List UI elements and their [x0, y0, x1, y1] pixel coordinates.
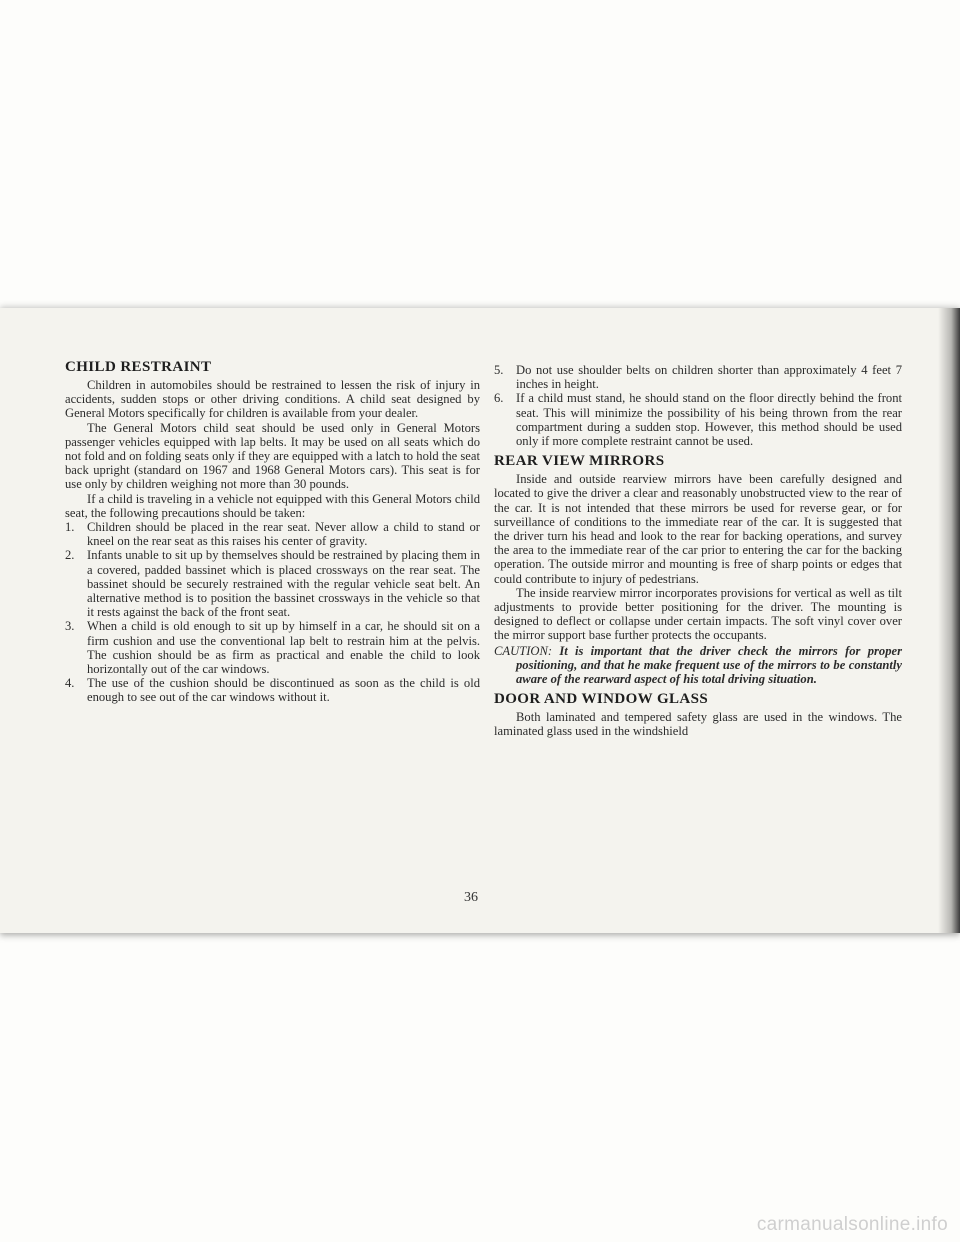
paragraph: If a child is traveling in a vehicle not equipped with this General Motors child seat, the following precautions should be taken: — [65, 491, 480, 520]
list-item: 4. The use of the cushion should be discontinued as soon as the child is old enough to see out of the car windows without it. — [65, 676, 480, 705]
rear-view-mirrors-heading: REAR VIEW MIRRORS — [494, 453, 665, 470]
child-restraint-heading: CHILD RESTRAINT — [65, 359, 212, 375]
list-item: 1. Children should be placed in the rear seat. Never allow a child to stand or kneel on the rear seat as this raises his center of gravity. — [65, 520, 480, 549]
door-window-glass-heading: DOOR AND WINDOW GLASS — [494, 691, 709, 708]
precautions-list — [65, 520, 480, 705]
paragraph: Inside and outside rearview mirrors have been carefully designed and located to give the driver a clear and reasonably unobstructed view to the rear of the car. It is not intended that these mirrors be used for reverse gear, or for surveillance of conditions to the immediate rear of the car. It is suggested that the driver turn his head and look to the rear for backing operations, and survey the area to the immediate rear of the car prior to entering the car for the backing operation. The outside mirror and mounting is free of sharp points or edges that could contribute to injury of pedestrians. — [494, 472, 902, 586]
right-column — [494, 363, 902, 739]
list-item: 5. Do not use shoulder belts on children shorter than approximately 4 feet 7 inches in height. — [494, 363, 902, 392]
paragraph: The inside rearview mirror incorporates provisions for vertical as well as tilt adjustments to provide better positioning for the driver. The mounting is designed to deflect or collapse under certain impacts. The soft vinyl cover over the mirror support base further protects the occupants. — [494, 585, 902, 643]
caution-text: It is important that the driver check the mirrors for proper positioning, and that he make frequent use of the mirrors to be constantly aware of the rearward aspect of his total driving situation. — [516, 643, 902, 687]
paragraph: The General Motors child seat should be used only in General Motors passenger vehicles equipped with lap belts. It may be used on all seats which do not fold and on folding seats only if they are equipped with a latch to hold the seat back upright (standard on 1967 and 1968 General Motors cars). This seat is for use only by children weighing not more than 30 pounds. — [65, 420, 480, 492]
list-item: 6. If a child must stand, he should stand on the floor directly behind the front seat. This will minimize the possibility of his being thrown from the rear compartment during a sudden stop. However, this method should be used only if more complete restraint cannot be used. — [494, 391, 902, 449]
list-item: 3. When a child is old enough to sit up by himself in a car, he should sit on a firm cushion and use the conventional lap belt to restrain him at the pelvis. The cushion should be as firm as practical and enable the child to look horizontally out of the car windows. — [65, 619, 480, 677]
paragraph: Children in automobiles should be restrained to lessen the risk of injury in accidents, sudden stops or other driving conditions. A child seat designed by General Motors specifically for children is available from your dealer. — [65, 378, 480, 421]
caution-note — [494, 644, 902, 687]
page-number: 36 — [464, 890, 478, 905]
page-edge-shadow — [938, 308, 960, 933]
precautions-list-continued — [494, 363, 902, 448]
caution-label: CAUTION: — [494, 643, 553, 658]
manual-page-spread — [0, 308, 960, 933]
left-column — [65, 358, 480, 705]
paragraph: Both laminated and tempered safety glass are used in the windows. The laminated glass used in the windshield — [494, 710, 902, 739]
list-item: 2. Infants unable to sit up by themselves should be restrained by placing them in a covered, padded bassinet which is placed crossways on the rear seat. The bassinet should be securely restrained with the regular vehicle seat belt. An alternative method is to position the bassinet crossways in the vehicle so that it rests against the back of the front seat. — [65, 548, 480, 620]
watermark: carmanualsonline.info — [756, 1214, 948, 1235]
